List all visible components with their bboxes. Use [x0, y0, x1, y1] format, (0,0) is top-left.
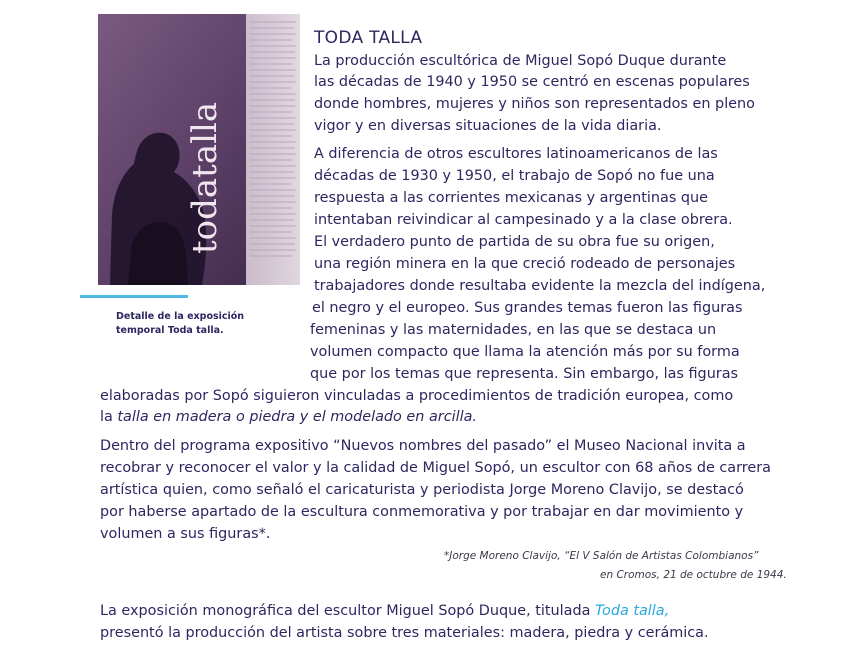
body-line: respuesta a las corrientes mexicanas y argentinas que [314, 190, 709, 206]
body-line: trabajadores donde resultaba evidente la mezcla del indígena, [314, 278, 766, 294]
closing-line [100, 601, 669, 621]
body-line: una región minera en la que creció rodeado de personajes [314, 256, 736, 272]
exhibition-photo-graphic [98, 14, 300, 285]
photo-caption-line: Detalle de la exposición [116, 311, 245, 322]
body-line: artística quien, como señaló el caricaturista y periodista Jorge Moreno Clavijo, se destacó [100, 482, 744, 498]
exhibition-title-highlight: Toda talla, [595, 603, 670, 619]
body-line: que por los temas que representa. Sin embargo, las figuras [310, 366, 739, 382]
vertical-title-label: todatalla [185, 101, 225, 254]
footnote-line: *Jorge Moreno Clavijo, “El V Salón de Artistas Colombianos” [444, 550, 759, 562]
body-line: el negro y el europeo. Sus grandes temas fueron las figuras [312, 300, 743, 316]
body-line: femeninas y las maternidades, en las que se destaca un [310, 322, 717, 338]
body-line: vigor y en diversas situaciones de la vida diaria. [314, 118, 662, 134]
body-line-text: la [100, 409, 118, 425]
body-line: recobrar y reconocer el valor y la calidad de Miguel Sopó, un escultor con 68 años de carrera [100, 460, 771, 476]
body-line: El verdadero punto de partida de su obra fue su origen, [314, 234, 715, 250]
techniques-italic: talla en madera o piedra y el modelado en arcilla. [117, 409, 477, 425]
exhibition-photo [98, 14, 300, 285]
body-line: las décadas de 1940 y 1950 se centró en escenas populares [314, 74, 750, 90]
body-line: por haberse apartado de la escultura conmemorativa y por trabajar en dar movimiento y [100, 504, 744, 520]
footnote-line: en Cromos, 21 de octubre de 1944. [600, 569, 787, 581]
body-line: A diferencia de otros escultores latinoamericanos de las [314, 146, 718, 162]
body-line: volumen a sus figuras*. [100, 526, 271, 542]
body-line: La producción escultórica de Miguel Sopó Duque durante [314, 53, 727, 69]
closing-line-text: La exposición monográfica del escultor Miguel Sopó Duque, titulada [100, 603, 595, 619]
photo-accent-line [80, 295, 188, 298]
photo-caption-line: temporal Toda talla. [116, 325, 224, 336]
body-line: intentaban reivindicar al campesinado y a la clase obrera. [314, 212, 733, 228]
photo-caption [116, 310, 276, 338]
closing-line: presentó la producción del artista sobre tres materiales: madera, piedra y cerámica. [100, 625, 709, 641]
body-line: décadas de 1930 y 1950, el trabajo de Sopó no fue una [314, 168, 715, 184]
article-title: TODA TALLA [314, 28, 423, 48]
body-line: elaboradas por Sopó siguieron vinculadas a procedimientos de tradición europea, como [100, 388, 734, 404]
body-line-mixed [100, 407, 477, 427]
body-line: Dentro del programa expositivo “Nuevos nombres del pasado” el Museo Nacional invita a [100, 438, 746, 454]
body-line: volumen compacto que llama la atención más por su forma [310, 344, 740, 360]
body-line: donde hombres, mujeres y niños son representados en pleno [314, 96, 755, 112]
